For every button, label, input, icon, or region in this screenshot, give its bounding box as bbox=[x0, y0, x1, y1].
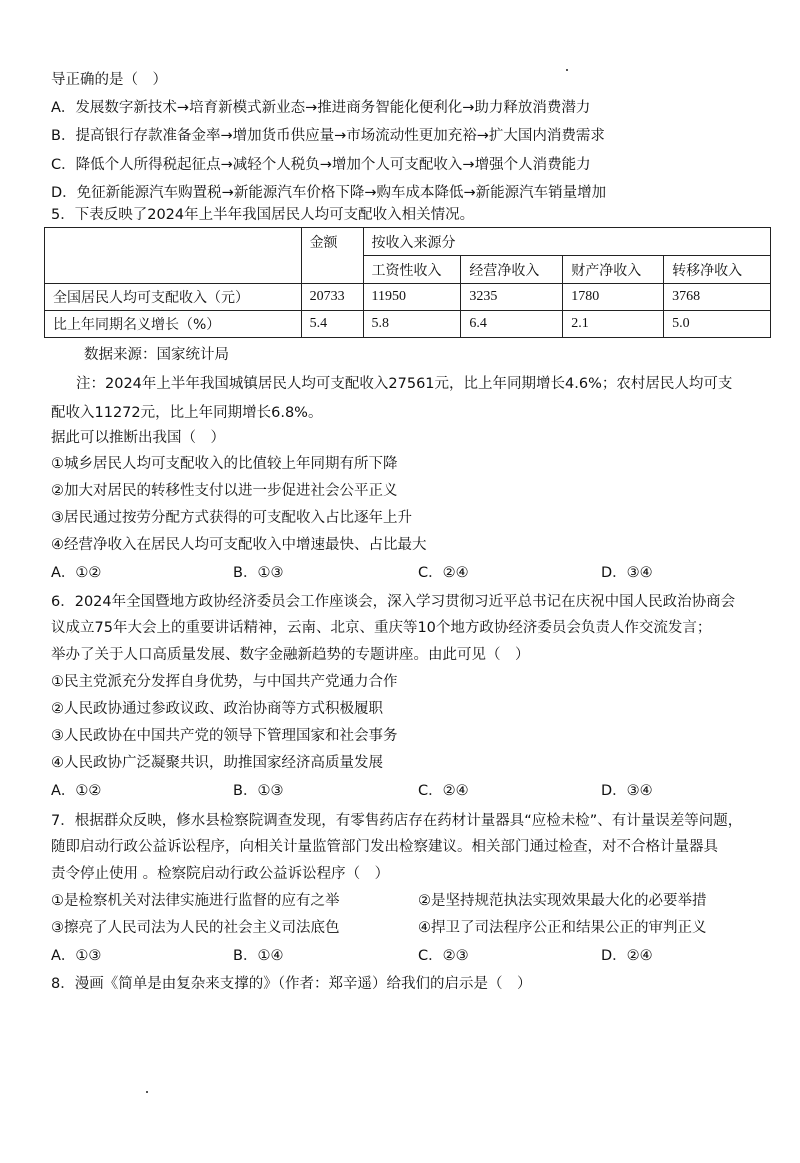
cell-value: 5.0 bbox=[664, 311, 771, 338]
q7-item-3: ③擦亮了人民司法为人民的社会主义司法底色 bbox=[51, 920, 340, 936]
cell-value: 20733 bbox=[301, 284, 363, 311]
cell-value: 1780 bbox=[563, 284, 664, 311]
q5-choice-c[interactable]: C．②④ bbox=[418, 565, 469, 581]
q5-item-3: ③居民通过按劳分配方式获得的可支配收入占比逐年上升 bbox=[51, 510, 412, 526]
q6-choice-d[interactable]: D．③④ bbox=[601, 783, 653, 799]
table-corner-cell bbox=[45, 228, 302, 284]
cell-value: 3235 bbox=[461, 284, 563, 311]
q7-line1: 7．根据群众反映，修水县检察院调查发现，有零售药店存在药材计量器具“应检未检”、有计量误差等问题， bbox=[51, 813, 743, 829]
header-source-wage: 工资性收入 bbox=[363, 256, 461, 284]
q5-stem: 5．下表反映了2024年上半年我国居民人均可支配收入相关情况。 bbox=[51, 207, 475, 223]
cell-value: 5.8 bbox=[363, 311, 461, 338]
q7-choice-d[interactable]: D．②④ bbox=[601, 948, 653, 964]
q7-choice-c[interactable]: C．②③ bbox=[418, 948, 469, 964]
q7-item-1: ①是检察机关对法律实施进行监督的应有之举 bbox=[51, 893, 340, 909]
q7-choice-a[interactable]: A．①③ bbox=[51, 948, 102, 964]
q5-question: 据此可以推断出我国（ ） bbox=[51, 430, 225, 446]
q8-stem: 8．漫画《简单是由复杂来支撑的》（作者：郑辛遥）给我们的启示是（ ） bbox=[51, 976, 532, 992]
q6-choice-c[interactable]: C．②④ bbox=[418, 783, 469, 799]
cell-value: 11950 bbox=[363, 284, 461, 311]
q4-option-b[interactable]: B．提高银行存款准备金率→增加货币供应量→市场流动性更加充裕→扩大国内消费需求 bbox=[51, 128, 605, 144]
row-label-growth: 比上年同期名义增长（%） bbox=[45, 311, 302, 338]
q6-choice-b[interactable]: B．①③ bbox=[233, 783, 284, 799]
table-row bbox=[45, 284, 771, 311]
q6-line2: 议成立75年大会上的重要讲话精神，云南、北京、重庆等10个地方政协经济委员会负责人作交流发言； bbox=[51, 620, 712, 636]
row-label-income: 全国居民人均可支配收入（元） bbox=[45, 284, 302, 311]
q6-item-1: ①民主党派充分发挥自身优势，与中国共产党通力合作 bbox=[51, 674, 398, 690]
header-source-business: 经营净收入 bbox=[461, 256, 563, 284]
q6-item-3: ③人民政协在中国共产党的领导下管理国家和社会事务 bbox=[51, 728, 398, 744]
header-source-transfer: 转移净收入 bbox=[664, 256, 771, 284]
q5-note-line2: 配收入11272元，比上年同期增长6.8%。 bbox=[51, 405, 323, 421]
q7-line3: 责令停止使用 。检察院启动行政公益诉讼程序（ ） bbox=[51, 866, 390, 882]
q4-option-d[interactable]: D．免征新能源汽车购置税→新能源汽车价格下降→购车成本降低→新能源汽车销量增加 bbox=[51, 185, 607, 201]
q7-item-4: ④捍卫了司法程序公正和结果公正的审判正义 bbox=[418, 920, 707, 936]
q5-choice-b[interactable]: B．①③ bbox=[233, 565, 284, 581]
q6-line1: 6．2024年全国暨地方政协经济委员会工作座谈会，深入学习贯彻习近平总书记在庆祝中国人民政治协商会 bbox=[51, 594, 736, 610]
table-row bbox=[45, 311, 771, 338]
q5-choice-a[interactable]: A．①② bbox=[51, 565, 102, 581]
cell-value: 6.4 bbox=[461, 311, 563, 338]
income-table bbox=[44, 227, 771, 338]
header-source-property: 财产净收入 bbox=[563, 256, 664, 284]
q4-stem-tail: 导正确的是（ ） bbox=[51, 72, 167, 88]
q6-item-2: ②人民政协通过参政议政、政治协商等方式积极履职 bbox=[51, 701, 383, 717]
scan-speck-top bbox=[566, 69, 568, 71]
q4-option-a[interactable]: A．发展数字新技术→培育新模式新业态→推进商务智能化便利化→助力释放消费潜力 bbox=[51, 100, 591, 116]
q5-note-line1: 注：2024年上半年我国城镇居民人均可支配收入27561元，比上年同期增长4.6%；农村居民人均可支 bbox=[76, 376, 733, 392]
cell-value: 3768 bbox=[664, 284, 771, 311]
q7-line2: 随即启动行政公益诉讼程序，向相关计量监管部门发出检察建议。相关部门通过检查，对不合格计量器具 bbox=[51, 839, 718, 855]
q5-item-1: ①城乡居民人均可支配收入的比值较上年同期有所下降 bbox=[51, 456, 398, 472]
q5-item-2: ②加大对居民的转移性支付以进一步促进社会公平正义 bbox=[51, 483, 398, 499]
q6-item-4: ④人民政协广泛凝聚共识，助推国家经济高质量发展 bbox=[51, 755, 383, 771]
scan-speck-bottom bbox=[146, 1091, 148, 1093]
q5-source-note: 数据来源：国家统计局 bbox=[84, 347, 229, 363]
q6-line3: 举办了关于人口高质量发展、数字金融新趋势的专题讲座。由此可见（ ） bbox=[51, 647, 530, 663]
header-by-source: 按收入来源分 bbox=[363, 228, 770, 256]
header-amount: 金额 bbox=[301, 228, 363, 284]
cell-value: 2.1 bbox=[563, 311, 664, 338]
q6-choice-a[interactable]: A．①② bbox=[51, 783, 102, 799]
cell-value: 5.4 bbox=[301, 311, 363, 338]
q5-choice-d[interactable]: D．③④ bbox=[601, 565, 653, 581]
q5-item-4: ④经营净收入在居民人均可支配收入中增速最快、占比最大 bbox=[51, 537, 427, 553]
q7-item-2: ②是坚持规范执法实现效果最大化的必要举措 bbox=[418, 893, 707, 909]
q4-option-c[interactable]: C．降低个人所得税起征点→减轻个人税负→增加个人可支配收入→增强个人消费能力 bbox=[51, 157, 591, 173]
q7-choice-b[interactable]: B．①④ bbox=[233, 948, 284, 964]
